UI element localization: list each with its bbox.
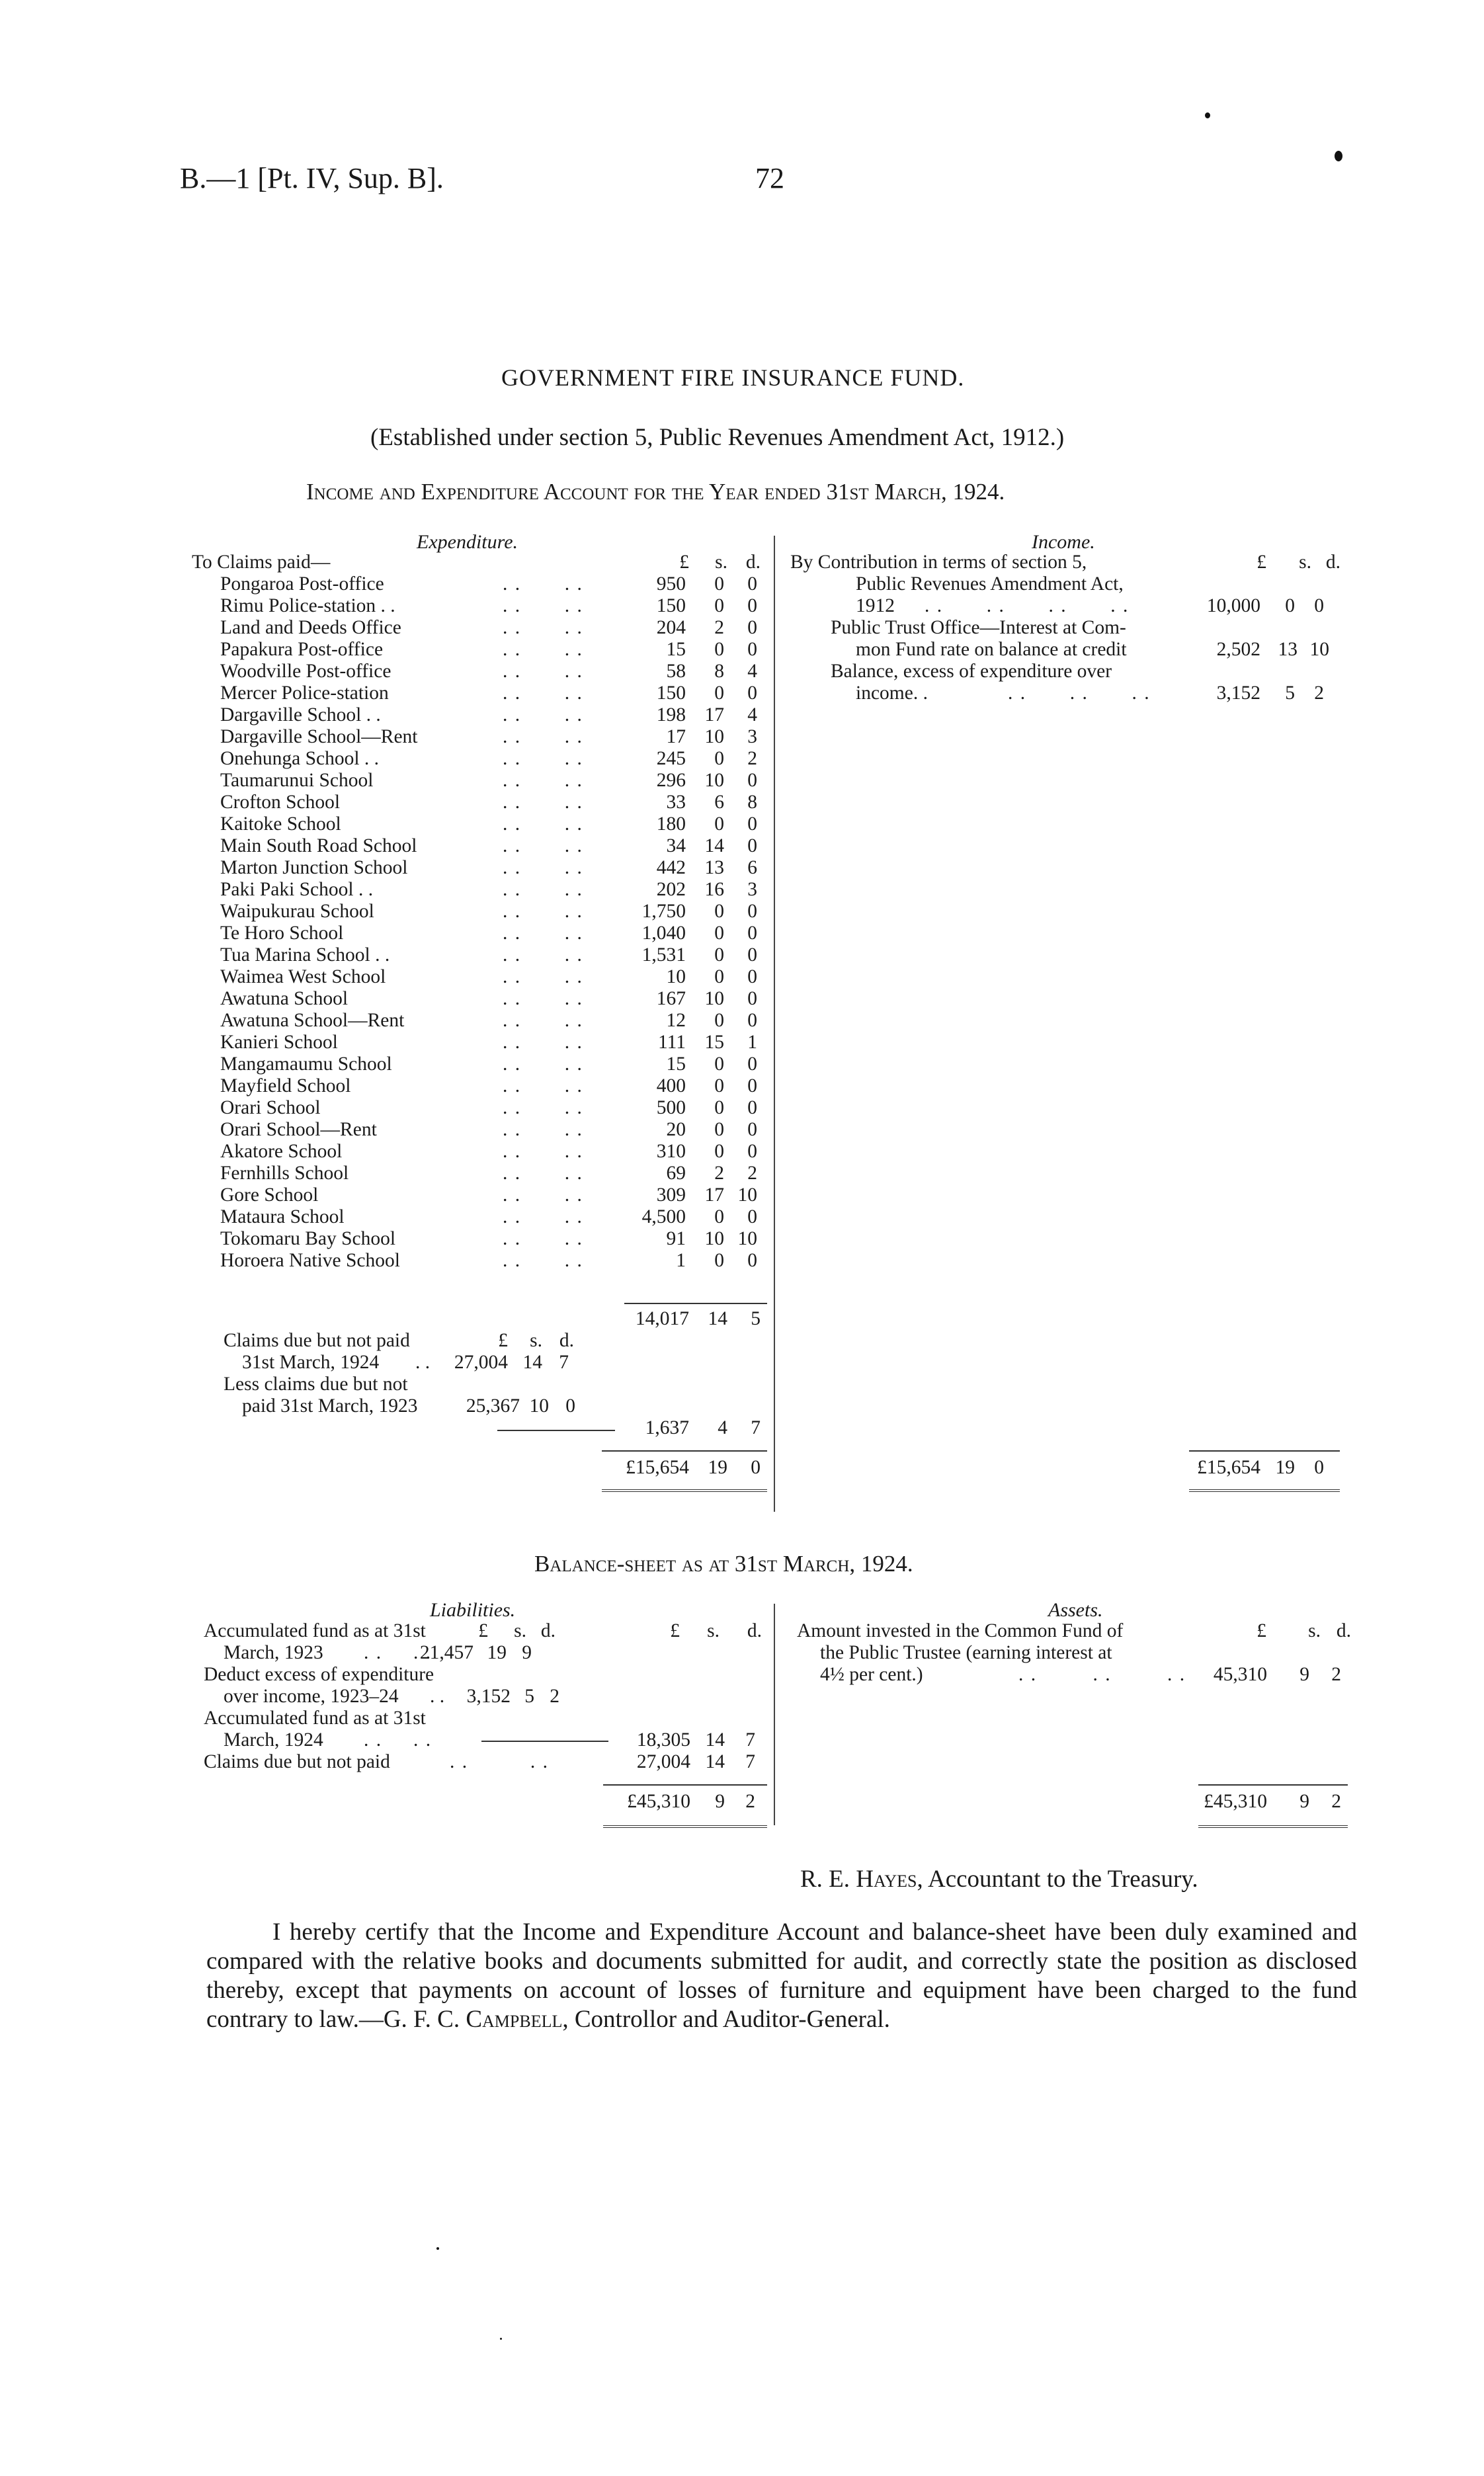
claim-shillings: 0 bbox=[714, 573, 724, 595]
expenditure-total-double-rule bbox=[602, 1489, 767, 1493]
claim-shillings: 16 bbox=[704, 879, 724, 900]
claim-pence: 0 bbox=[747, 1206, 757, 1227]
claim-name: Waimea West School bbox=[220, 966, 386, 987]
claim-shillings: 0 bbox=[714, 1119, 724, 1140]
claim-pence: 0 bbox=[747, 901, 757, 922]
claim-row bbox=[220, 1250, 763, 1272]
claim-pounds: 1,750 bbox=[641, 901, 686, 922]
col-pence: d. bbox=[745, 552, 761, 573]
liabilities-row-4: over income, 1923–24 . . 3,152 5 2 bbox=[224, 1686, 559, 1707]
claim-pounds: 10 bbox=[666, 966, 686, 987]
claim-row bbox=[220, 748, 763, 770]
claim-shillings: 17 bbox=[704, 1184, 724, 1206]
col-pounds: £ bbox=[679, 552, 689, 573]
less-claims-row-2: paid 31st March, 1923 25,367 10 0 bbox=[242, 1395, 575, 1417]
income-interest: mon Fund rate on balance at credit 2,502 13 10 bbox=[856, 639, 1329, 660]
claim-pence: 8 bbox=[747, 792, 757, 813]
claim-row bbox=[220, 1228, 763, 1250]
liabilities-total-rule bbox=[603, 1784, 767, 1786]
audit-certificate: I hereby certify that the Income and Expenditure Account and balance-sheet have been duly examined and compared with the relative books and documents submitted for audit, and correctly state the position as disclosed thereby, except that payments on account of losses of furniture and equipment have been charged to the fund contrary to law.—G. F. C. Campbell, Controllor and Auditor-General. bbox=[206, 1919, 1357, 2033]
claim-name: Gore School bbox=[220, 1184, 319, 1206]
claim-pounds: 202 bbox=[656, 879, 686, 900]
claim-shillings: 0 bbox=[714, 901, 724, 922]
leader-dots: . . . . bbox=[503, 1163, 583, 1184]
claim-shillings: 6 bbox=[714, 792, 724, 813]
income-total: £15,654 19 0 bbox=[1197, 1457, 1324, 1478]
claim-shillings: 0 bbox=[714, 1250, 724, 1271]
claim-pounds: 15 bbox=[666, 1053, 686, 1075]
claim-pounds: 1,531 bbox=[641, 944, 686, 966]
fund-title: GOVERNMENT FIRE INSURANCE FUND. bbox=[501, 364, 965, 391]
claim-shillings: 0 bbox=[714, 1010, 724, 1031]
claim-name: Dargaville School—Rent bbox=[220, 726, 418, 747]
claim-name: Te Horo School bbox=[220, 923, 344, 944]
claim-pounds: 180 bbox=[656, 813, 686, 835]
accountant-signature: R. E. Hayes, Accountant to the Treasury. bbox=[800, 1866, 1198, 1893]
claim-pounds: 198 bbox=[656, 704, 686, 725]
claim-row bbox=[220, 835, 763, 857]
claim-row bbox=[220, 923, 763, 944]
income-line-4: Public Trust Office—Interest at Com- bbox=[831, 617, 1126, 638]
claim-name: Mangamaumu School bbox=[220, 1053, 392, 1075]
claim-pence: 0 bbox=[747, 813, 757, 835]
claim-pence: 6 bbox=[747, 857, 757, 878]
claim-row bbox=[220, 879, 763, 901]
claim-pounds: 91 bbox=[666, 1228, 686, 1249]
claim-shillings: 10 bbox=[704, 1228, 724, 1249]
claim-row bbox=[220, 595, 763, 617]
claim-row bbox=[220, 639, 763, 661]
assets-row-3: 4½ per cent.) . . . . . . 45,310 9 2 bbox=[820, 1664, 1341, 1685]
claim-shillings: 0 bbox=[714, 1141, 724, 1162]
expenditure-heading: Expenditure. bbox=[417, 531, 518, 553]
claim-pounds: 20 bbox=[666, 1119, 686, 1140]
claim-name: Rimu Police-station . . bbox=[220, 595, 395, 616]
claim-pence: 0 bbox=[747, 1141, 757, 1162]
claim-name: Pongaroa Post-office bbox=[220, 573, 384, 595]
leader-dots: . . . . bbox=[503, 1250, 583, 1271]
claim-pence: 0 bbox=[747, 923, 757, 944]
claim-shillings: 10 bbox=[704, 726, 724, 747]
claim-name: Onehunga School . . bbox=[220, 748, 380, 769]
claim-pence: 0 bbox=[747, 835, 757, 856]
claim-pence: 0 bbox=[747, 988, 757, 1009]
claim-name: Woodville Post-office bbox=[220, 661, 392, 682]
claim-pence: 10 bbox=[737, 1184, 757, 1206]
assets-total: £45,310 9 2 bbox=[1204, 1791, 1341, 1812]
claims-difference: 1,637 4 7 bbox=[645, 1417, 761, 1438]
leader-dots: . . . . bbox=[503, 923, 583, 944]
leader-dots: . . . . bbox=[503, 1228, 583, 1249]
leader-dots: . . . . bbox=[503, 595, 583, 616]
account-column-divider bbox=[774, 536, 775, 1512]
liabilities-total: £45,310 9 2 bbox=[627, 1791, 755, 1812]
claim-pounds: 4,500 bbox=[641, 1206, 686, 1227]
claim-shillings: 2 bbox=[714, 617, 724, 638]
claim-row bbox=[220, 770, 763, 792]
claim-pounds: 150 bbox=[656, 595, 686, 616]
expenditure-total: £15,654 19 0 bbox=[626, 1457, 761, 1478]
claim-pounds: 150 bbox=[656, 682, 686, 704]
claim-name: Papakura Post-office bbox=[220, 639, 384, 660]
claim-pence: 0 bbox=[747, 682, 757, 704]
expenditure-col-heads bbox=[192, 552, 761, 573]
claim-pence: 0 bbox=[747, 617, 757, 638]
claim-pounds: 400 bbox=[656, 1075, 686, 1096]
claim-shillings: 17 bbox=[704, 704, 724, 725]
claim-row bbox=[220, 617, 763, 639]
assets-row-1: Amount invested in the Common Fund of £ s. d. bbox=[797, 1620, 1351, 1641]
leader-dots: . . . . bbox=[503, 682, 583, 704]
claim-row bbox=[220, 1032, 763, 1053]
claim-row bbox=[220, 988, 763, 1010]
ink-speck bbox=[1335, 151, 1342, 161]
claim-row bbox=[220, 1053, 763, 1075]
income-col-heads: By Contribution in terms of section 5, £ s. d. bbox=[790, 552, 1340, 573]
claim-shillings: 13 bbox=[704, 857, 724, 878]
leader-dots: . . . . bbox=[503, 1141, 583, 1162]
claim-shillings: 0 bbox=[714, 923, 724, 944]
claim-name: Mayfield School bbox=[220, 1075, 351, 1096]
liabilities-heading: Liabilities. bbox=[430, 1599, 516, 1621]
claim-shillings: 0 bbox=[714, 1075, 724, 1096]
claim-pounds: 12 bbox=[666, 1010, 686, 1031]
claim-row bbox=[220, 704, 763, 726]
assets-heading: Assets. bbox=[1048, 1599, 1103, 1621]
claim-row bbox=[220, 944, 763, 966]
claim-name: Kaitoke School bbox=[220, 813, 341, 835]
fund-subtitle: (Established under section 5, Public Revenues Amendment Act, 1912.) bbox=[370, 424, 1065, 451]
leader-dots: . . . . bbox=[503, 944, 583, 966]
claim-pence: 0 bbox=[747, 1010, 757, 1031]
claim-pounds: 15 bbox=[666, 639, 686, 660]
claim-shillings: 0 bbox=[714, 682, 724, 704]
claim-row bbox=[220, 857, 763, 879]
claim-shillings: 0 bbox=[714, 966, 724, 987]
income-line-2: Public Revenues Amendment Act, bbox=[856, 573, 1124, 595]
claim-pounds: 111 bbox=[657, 1032, 686, 1053]
claim-pence: 1 bbox=[747, 1032, 757, 1053]
claim-pence: 0 bbox=[747, 944, 757, 966]
leader-dots: . . . . bbox=[503, 966, 583, 987]
claim-row bbox=[220, 1097, 763, 1119]
claim-pence: 2 bbox=[747, 748, 757, 769]
claim-row bbox=[220, 813, 763, 835]
claim-pounds: 1 bbox=[676, 1250, 686, 1271]
leader-dots: . . . . bbox=[503, 1032, 583, 1053]
liabilities-row-1: Accumulated fund as at 31st £ s. d. £ s. d. bbox=[204, 1620, 762, 1641]
claim-name: Land and Deeds Office bbox=[220, 617, 401, 638]
claim-pence: 3 bbox=[747, 726, 757, 747]
claim-pence: 3 bbox=[747, 879, 757, 900]
claim-name: Tokomaru Bay School bbox=[220, 1228, 396, 1249]
claim-name: Mercer Police-station bbox=[220, 682, 389, 704]
claim-shillings: 0 bbox=[714, 944, 724, 966]
leader-dots: . . . . bbox=[503, 835, 583, 856]
claim-shillings: 0 bbox=[714, 639, 724, 660]
claim-name: Orari School bbox=[220, 1097, 321, 1118]
claim-shillings: 0 bbox=[714, 595, 724, 616]
claims-due-row-2: 31st March, 1924 . . 27,004 14 7 bbox=[242, 1352, 569, 1373]
claim-shillings: 10 bbox=[704, 770, 724, 791]
claim-row bbox=[220, 1184, 763, 1206]
page-number: 72 bbox=[755, 162, 784, 194]
claim-shillings: 0 bbox=[714, 748, 724, 769]
expenditure-subtotal: 14,017 14 5 bbox=[635, 1308, 761, 1329]
claim-pence: 0 bbox=[747, 966, 757, 987]
claim-pence: 4 bbox=[747, 661, 757, 682]
claim-pounds: 950 bbox=[656, 573, 686, 595]
claim-name: Tua Marina School . . bbox=[220, 944, 390, 966]
claim-pounds: 58 bbox=[666, 661, 686, 682]
claim-name: Orari School—Rent bbox=[220, 1119, 377, 1140]
balance-sheet-divider bbox=[774, 1604, 775, 1825]
income-excess: income. . . . . . . . 3,152 5 2 bbox=[856, 682, 1324, 704]
less-claims-row-1: Less claims due but not bbox=[224, 1374, 408, 1395]
leader-dots: . . . . bbox=[503, 661, 583, 682]
claim-name: Taumarunui School bbox=[220, 770, 374, 791]
leader-dots: . . . . bbox=[503, 1053, 583, 1075]
leader-dots: . . . . bbox=[503, 1010, 583, 1031]
claim-name: Dargaville School . . bbox=[220, 704, 381, 725]
leader-dots: . . . . bbox=[503, 1119, 583, 1140]
assets-total-double-rule bbox=[1198, 1825, 1348, 1829]
claim-name: Mataura School bbox=[220, 1206, 345, 1227]
claim-shillings: 10 bbox=[704, 988, 724, 1009]
claim-pounds: 69 bbox=[666, 1163, 686, 1184]
leader-dots: . . . . bbox=[503, 857, 583, 878]
leader-dots: . . . . bbox=[503, 1097, 583, 1118]
claim-row bbox=[220, 901, 763, 923]
claim-pounds: 296 bbox=[656, 770, 686, 791]
leader-dots: . . . . bbox=[503, 1206, 583, 1227]
claim-pence: 0 bbox=[747, 1075, 757, 1096]
claim-pence: 0 bbox=[747, 595, 757, 616]
claim-name: Fernhills School bbox=[220, 1163, 349, 1184]
claim-row bbox=[220, 726, 763, 748]
income-line-6: Balance, excess of expenditure over bbox=[831, 661, 1112, 682]
liabilities-row-2: March, 1923 . . . . 21,457 19 9 bbox=[224, 1642, 532, 1663]
liabilities-total-double-rule bbox=[603, 1825, 767, 1829]
claim-pounds: 204 bbox=[656, 617, 686, 638]
claim-row bbox=[220, 573, 763, 595]
claim-row bbox=[220, 792, 763, 813]
claim-name: Awatuna School—Rent bbox=[220, 1010, 405, 1031]
account-title: Income and Expenditure Account for the Year ended 31st March, 1924. bbox=[306, 479, 1005, 505]
leader-dots: . . . . bbox=[503, 639, 583, 660]
income-total-double-rule bbox=[1189, 1489, 1340, 1493]
leader-dots: . . . . bbox=[503, 901, 583, 922]
claim-name: Paki Paki School . . bbox=[220, 879, 374, 900]
claim-pounds: 167 bbox=[656, 988, 686, 1009]
leader-dots: . . . . bbox=[503, 704, 583, 725]
claim-name: Awatuna School bbox=[220, 988, 349, 1009]
claim-row bbox=[220, 682, 763, 704]
claim-pounds: 245 bbox=[656, 748, 686, 769]
liabilities-row-6: March, 1924 . . . . 18,305 14 7 bbox=[224, 1729, 755, 1751]
subtotal-rule bbox=[624, 1303, 767, 1304]
assets-total-rule bbox=[1198, 1784, 1348, 1786]
claim-shillings: 8 bbox=[714, 661, 724, 682]
expenditure-total-rule bbox=[602, 1450, 767, 1452]
claim-pence: 2 bbox=[747, 1163, 757, 1184]
ink-speck bbox=[436, 2247, 439, 2250]
leader-dots: . . . . bbox=[503, 988, 583, 1009]
claim-pence: 0 bbox=[747, 573, 757, 595]
claim-name: Waipukurau School bbox=[220, 901, 374, 922]
claim-row bbox=[220, 1010, 763, 1032]
claim-row bbox=[220, 1119, 763, 1141]
liabilities-row-7: Claims due but not paid . . . . 27,004 14 7 bbox=[204, 1751, 755, 1772]
liabilities-row-3: Deduct excess of expenditure bbox=[204, 1664, 434, 1685]
claim-pounds: 310 bbox=[656, 1141, 686, 1162]
claim-pounds: 500 bbox=[656, 1097, 686, 1118]
claim-row bbox=[220, 661, 763, 682]
claim-pence: 4 bbox=[747, 704, 757, 725]
ink-speck bbox=[1205, 112, 1210, 118]
claim-name: Kanieri School bbox=[220, 1032, 338, 1053]
claim-pounds: 17 bbox=[666, 726, 686, 747]
claim-shillings: 0 bbox=[714, 1053, 724, 1075]
claim-pence: 0 bbox=[747, 639, 757, 660]
claim-pence: 0 bbox=[747, 1250, 757, 1271]
leader-dots: . . . . bbox=[503, 573, 583, 595]
claim-row bbox=[220, 1206, 763, 1228]
assets-row-2: the Public Trustee (earning interest at bbox=[820, 1642, 1112, 1663]
claim-pounds: 33 bbox=[666, 792, 686, 813]
claim-pence: 0 bbox=[747, 1053, 757, 1075]
claim-pounds: 1,040 bbox=[641, 923, 686, 944]
claim-row bbox=[220, 1163, 763, 1184]
leader-dots: . . . . bbox=[503, 879, 583, 900]
income-heading: Income. bbox=[1032, 531, 1095, 553]
leader-dots: . . . . bbox=[503, 726, 583, 747]
income-contribution: 1912 . . . . . . . . 10,000 0 0 bbox=[856, 595, 1324, 616]
claim-row bbox=[220, 1141, 763, 1163]
claim-shillings: 14 bbox=[704, 835, 724, 856]
claim-name: Horoera Native School bbox=[220, 1250, 400, 1271]
claim-pence: 0 bbox=[747, 1119, 757, 1140]
claim-row bbox=[220, 1075, 763, 1097]
liabilities-row-5: Accumulated fund as at 31st bbox=[204, 1708, 426, 1729]
claims-due-row-1: Claims due but not paid £ s. d. bbox=[224, 1330, 574, 1351]
claim-pence: 10 bbox=[737, 1228, 757, 1249]
claim-row bbox=[220, 966, 763, 988]
claim-shillings: 2 bbox=[714, 1163, 724, 1184]
col-shillings: s. bbox=[715, 552, 727, 573]
ink-speck bbox=[500, 2338, 502, 2340]
claim-name: Main South Road School bbox=[220, 835, 417, 856]
claim-shillings: 0 bbox=[714, 1206, 724, 1227]
leader-dots: . . . . bbox=[503, 813, 583, 835]
leader-dots: . . . . bbox=[503, 792, 583, 813]
claim-pence: 0 bbox=[747, 770, 757, 791]
leader-dots: . . . . bbox=[503, 748, 583, 769]
claim-name: Marton Junction School bbox=[220, 857, 408, 878]
leader-dots: . . . . bbox=[503, 770, 583, 791]
intro: To Claims paid— bbox=[192, 552, 331, 573]
claim-pence: 0 bbox=[747, 1097, 757, 1118]
claim-shillings: 15 bbox=[704, 1032, 724, 1053]
claim-pounds: 442 bbox=[656, 857, 686, 878]
page-reference: B.—1 [Pt. IV, Sup. B]. bbox=[180, 162, 444, 194]
claim-name: Akatore School bbox=[220, 1141, 343, 1162]
balance-sheet-title: Balance-sheet as at 31st March, 1924. bbox=[534, 1551, 913, 1577]
leader-dots: . . . . bbox=[503, 1075, 583, 1096]
claim-name: Crofton School bbox=[220, 792, 341, 813]
leader-dots: . . . . bbox=[503, 617, 583, 638]
claim-pounds: 309 bbox=[656, 1184, 686, 1206]
claim-shillings: 0 bbox=[714, 813, 724, 835]
claim-pounds: 34 bbox=[666, 835, 686, 856]
claim-shillings: 0 bbox=[714, 1097, 724, 1118]
income-total-rule bbox=[1189, 1450, 1340, 1452]
leader-dots: . . . . bbox=[503, 1184, 583, 1206]
